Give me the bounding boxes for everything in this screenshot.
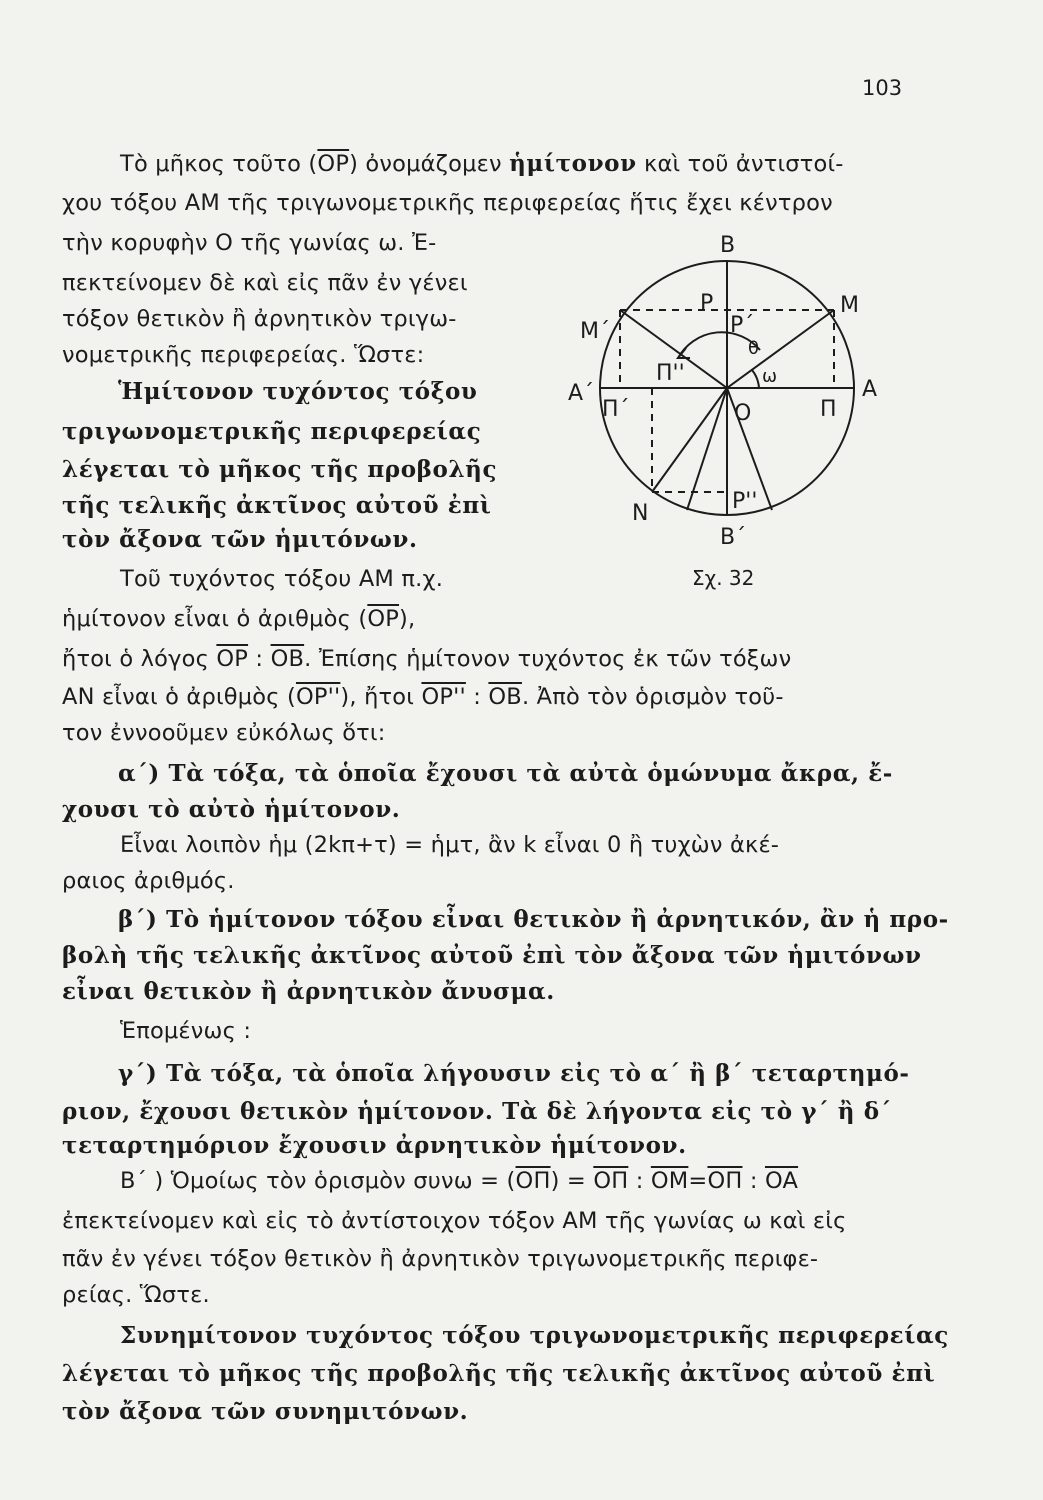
figure-caption: Σχ. 32 <box>692 566 755 590</box>
paragraph-line: τόξον θετικὸν ἢ ἀρνητικὸν τριγω- <box>62 306 457 332</box>
figure-label-pi-dprime: Π'' <box>656 361 685 386</box>
figure-label-omega: ω <box>762 366 778 387</box>
paragraph-line: Τοῦ τυχόντος τόξου AM π.χ. <box>120 566 444 592</box>
paragraph-line: ρείας. Ὥστε. <box>62 1282 210 1308</box>
formula-line: ραιος ἀριθμός. <box>62 868 235 894</box>
paragraph-line: τον ἐννοοῦμεν εὐκόλως ὅτι: <box>62 720 386 746</box>
paragraph-line: ἡμίτονον εἶναι ὁ ἀριθμὸς $(\overline{OP})$, <box>62 606 416 632</box>
rule-line: β΄) Τὸ ἡμίτονον τόξου εἶναι θετικὸν ἢ ἀρνητικόν, ἂν ἡ προ- <box>118 906 949 933</box>
figure-label-o: O <box>734 401 752 426</box>
paragraph-line: πᾶν ἐν γένει τόξον θετικὸν ἢ ἀρνητικὸν τριγωνομετρικῆς περιφε- <box>62 1246 819 1272</box>
definition-line: τὸν ἄξονα τῶν ἡμιτόνων. <box>62 526 418 553</box>
figure-label-n: N <box>632 501 649 526</box>
radius-ON <box>652 388 727 492</box>
definition-line: τῆς τελικῆς ἀκτῖνος αὐτοῦ ἐπὶ <box>62 492 492 519</box>
definition-line: λέγεται τὸ μῆκος τῆς προβολῆς τῆς τελικῆς ἀκτῖνος αὐτοῦ ἐπὶ <box>62 1360 936 1387</box>
paragraph-line: B΄ ) Ὁμοίως τὸν ὁρισμὸν $\sigma\upsilon\nu\omega = (\overline{O\Pi}) = \overline{O\Pi}$ : $\overline{OM}=\overline{O\Pi}$ : $\overline{OA}$ <box>120 1168 799 1194</box>
paragraph-line: πεκτείνομεν δὲ καὶ εἰς πᾶν ἐν γένει <box>62 270 468 296</box>
figure-label-b: B <box>720 233 736 258</box>
definition-line: τριγωνομετρικῆς περιφερείας <box>62 418 482 445</box>
definition-line: Ἡμίτονον τυχόντος τόξου <box>118 378 478 405</box>
rule-line: α΄) Τὰ τόξα, τὰ ὁποῖα ἔχουσι τὰ αὐτὰ ὁμώνυμα ἄκρα, ἔ- <box>118 760 893 787</box>
paragraph-line: Τὸ μῆκος τοῦτο $(\overline{OP})$ ὀνομάζομεν ἡμίτονον καὶ τοῦ ἀντιστοί- <box>120 150 844 177</box>
unit-circle-figure <box>560 228 900 558</box>
formula-line: Εἶναι λοιπὸν ἡμ (2kπ+τ) = ἡμτ, ἂν k εἶναι 0 ἢ τυχὼν ἀκέ- <box>120 832 780 858</box>
paragraph-line: ἤτοι ὁ λόγος $\overline{OP}$ : $\overline{OB}$. Ἐπίσης ἡμίτονον τυχόντος ἐκ τῶν τόξων <box>62 646 792 672</box>
figure-label-p: P <box>700 291 714 316</box>
paragraph-line: AN εἶναι ὁ ἀριθμὸς (OP''), ἤτοι OP'' : $\overline{OB}$. Ἀπὸ τὸν ὁρισμὸν τοῦ- <box>62 684 784 710</box>
figure-label-b-prime: B΄ <box>720 525 747 550</box>
rule-line: χουσι τὸ αὐτὸ ἡμίτονον. <box>62 796 401 823</box>
definition-line: τὸν ἄξονα τῶν συνημιτόνων. <box>62 1398 469 1425</box>
page-number: 103 <box>862 76 903 100</box>
paragraph-line: τὴν κορυφὴν O τῆς γωνίας ω. Ἐ- <box>62 230 437 256</box>
figure-label-a-prime: A΄ <box>568 381 595 406</box>
rule-line: εἶναι θετικὸν ἢ ἀρνητικὸν ἄνυσμα. <box>62 978 555 1005</box>
figure-label-m: M <box>840 293 859 318</box>
rule-line: ριον, ἔχουσι θετικὸν ἡμίτονον. Τὰ δὲ λήγοντα εἰς τὸ γ΄ ἢ δ΄ <box>62 1098 892 1125</box>
definition-line: λέγεται τὸ μῆκος τῆς προβολῆς <box>62 456 498 483</box>
rule-line: βολὴ τῆς τελικῆς ἀκτῖνος αὐτοῦ ἐπὶ τὸν ἄξονα τῶν ἡμιτόνων <box>62 942 922 969</box>
angle-omega-arc <box>752 370 759 388</box>
rule-line: τεταρτημόριον ἔχουσιν ἀρνητικὸν ἡμίτονον. <box>62 1132 687 1159</box>
figure-label-a: A <box>862 377 878 402</box>
paragraph-line: νομετρικῆς περιφερείας. Ὥστε: <box>62 342 425 368</box>
figure-label-pi: Π <box>820 397 837 422</box>
figure-label-theta: θ <box>748 338 760 359</box>
figure-label-m-prime: M΄ <box>580 319 610 344</box>
paragraph-line: ἐπεκτείνομεν καὶ εἰς τὸ ἀντίστοιχον τόξον AM τῆς γωνίας ω καὶ εἰς <box>62 1208 847 1234</box>
rule-line: γ΄) Τὰ τόξα, τὰ ὁποῖα λήγουσιν εἰς τὸ α΄ ἢ β΄ τεταρτημό- <box>118 1060 910 1087</box>
paragraph-line: χου τόξου AM τῆς τριγωνομετρικῆς περιφερείας ἥτις ἔχει κέντρον <box>62 190 833 216</box>
consequently-label: Ἑπομένως : <box>120 1018 252 1044</box>
definition-line: Συνημίτονον τυχόντος τόξου τριγωνομετρικῆς περιφερείας <box>120 1322 949 1349</box>
figure-label-p-dprime: P'' <box>732 489 758 514</box>
figure-label-pi-prime: Π΄ <box>602 397 630 422</box>
figure-label-p-prime: P΄ <box>730 313 755 338</box>
